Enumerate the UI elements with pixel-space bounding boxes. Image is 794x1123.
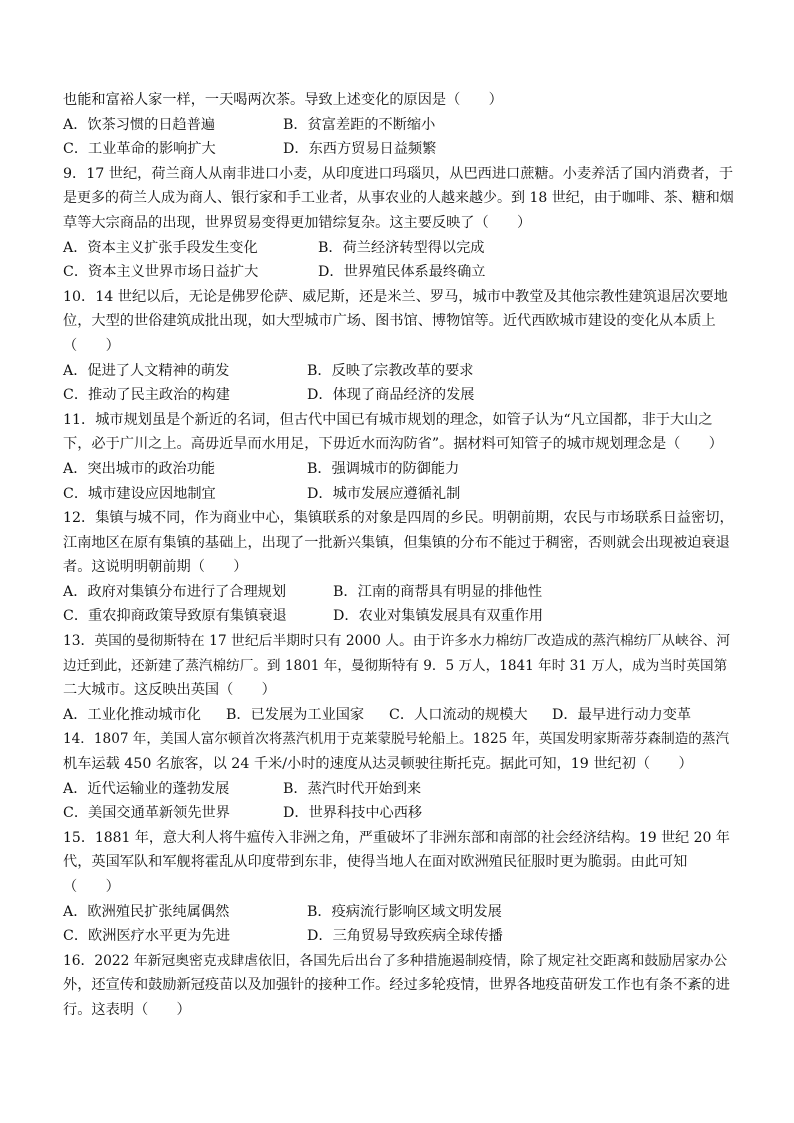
q15-option-b: B．疫病流行影响区域文明发展 [307, 903, 502, 920]
q16-stem-line-3: 行。这表明（ ） [63, 1001, 191, 1018]
q13-stem-line-3: 二大城市。这反映出英国（ ） [63, 682, 276, 699]
q15-stem-line-1: 15．1881 年，意大利人将牛瘟传入非洲之角，严重破坏了非洲东部和南部的社会经济结构。19 世纪 20 年 [63, 829, 730, 846]
q15-option-a: A．欧洲殖民扩张纯属偶然 [63, 903, 230, 920]
q13-option-a: A．工业化推动城市化 [63, 706, 201, 723]
q8-stem-tail: 也能和富裕人家一样，一天喝两次茶。导致上述变化的原因是（ ） [63, 92, 503, 108]
q13-option-d: D．最早进行动力变革 [552, 706, 692, 723]
q15-option-d: D．三角贸易导致疾病全球传播 [307, 928, 503, 945]
q14-options-row-1 [63, 777, 735, 802]
q13-option-b: B．已发展为工业国家 [226, 706, 365, 723]
q9-options-row-2 [63, 260, 735, 285]
q12-stem-line-3: 者。这说明明朝前期（ ） [63, 559, 248, 576]
q9-option-a: A．资本主义扩张手段发生变化 [63, 239, 258, 256]
q15-options-row-2 [63, 924, 735, 949]
q14-stem-line-1: 14．1807 年，美国人富尔顿首次将蒸汽机用于克莱蒙脱号轮船上。1825 年，英国发明家斯蒂芬森制造的蒸汽 [63, 731, 730, 748]
q12-stem-line-1: 12．集镇与城不同，作为商业中心，集镇联系的对象是四周的乡民。明朝前期，农民与市场联系日益密切， [63, 510, 734, 527]
q9-options-row-1 [63, 236, 735, 261]
q8-option-c: C．工业革命的影响扩大 [63, 141, 216, 158]
q11-option-b: B．强调城市的防御能力 [307, 460, 460, 477]
q15-options-row-1 [63, 900, 735, 925]
q12-option-b: B．江南的商帮具有明显的排他性 [333, 583, 543, 600]
q15-stem-line-3: （ ） [63, 879, 120, 895]
q12-options-row-1 [63, 580, 735, 605]
q10-option-d: D．体现了商品经济的发展 [307, 387, 475, 404]
q13-options-row [63, 703, 735, 728]
q14-stem-line-2: 机车运载 450 名旅客，以 24 千米/小时的速度从达灵顿驶往斯托克。据此可知，19 世纪初（ ） [63, 756, 693, 773]
q9-option-b: B．荷兰经济转型得以完成 [318, 239, 485, 256]
q10-options-row-2 [63, 383, 735, 408]
q9-stem-line-1: 9．17 世纪，荷兰商人从南非进口小麦，从印度进口玛瑙贝，从巴西进口蔗糖。小麦养活了国内消费者，于 [63, 165, 734, 182]
q14-options-row-2 [63, 801, 735, 826]
q12-option-d: D．农业对集镇发展具有双重作用 [333, 608, 544, 625]
question-list [63, 88, 735, 1023]
q13-stem-line-2: 边迁到此，还新建了蒸汽棉纺厂。到 1801 年，曼彻斯特有 9．5 万人，1841 年时 31 万人，成为当时英国第 [63, 657, 728, 674]
q9-option-c: C．资本主义世界市场日益扩大 [63, 264, 259, 281]
q13-stem-line-1: 13．英国的曼彻斯特在 17 世纪后半期时只有 2000 人。由于许多水力棉纺厂改造成的蒸汽棉纺厂从峡谷、河 [63, 633, 731, 650]
q13-option-c: C．人口流动的规模大 [389, 706, 528, 723]
q11-stem-line-1: 11．城市规划虽是个新近的名词，但古代中国已有城市规划的理念，如管子认为“凡立国都，非于大山之 [63, 411, 713, 428]
q10-stem-line-1: 10．14 世纪以后，无论是佛罗伦萨、威尼斯，还是米兰、罗马，城市中教堂及其他宗教性建筑退居次要地 [63, 288, 728, 305]
q16-stem-line-1: 16．2022 年新冠奥密克戎肆虐依旧，各国先后出台了多种措施遏制疫情，除了规定社交距离和鼓励居家办公 [63, 952, 728, 969]
q15-stem-line-2: 代，英国军队和军舰将霍乱从印度带到东非，使得当地人在面对欧洲殖民征服时更为脆弱。由此可知 [63, 854, 688, 871]
q10-options-row-1 [63, 359, 735, 384]
q8-options-row-1 [63, 113, 735, 138]
q12-options-row-2 [63, 604, 735, 629]
q10-option-c: C．推动了民主政治的构建 [63, 387, 230, 404]
q14-option-a: A．近代运输业的蓬勃发展 [63, 780, 230, 797]
q11-option-a: A．突出城市的政治功能 [63, 460, 216, 477]
q10-option-a: A．促进了人文精神的萌发 [63, 362, 230, 379]
q11-option-d: D．城市发展应遵循礼制 [307, 485, 461, 502]
q16-stem-line-2: 外，还宣传和鼓励新冠疫苗以及加强针的接种工作。经过多轮疫情，世界各地疫苗研发工作也有条不紊的进 [63, 977, 730, 994]
q8-option-a: A．饮茶习惯的日趋普遍 [63, 116, 216, 133]
q12-option-a: A．政府对集镇分布进行了合理规划 [63, 583, 287, 600]
q12-stem-line-2: 江南地区在原有集镇的基础上，出现了一批新兴集镇，但集镇的分布不能过于稠密，否则就会出现被迫衰退 [63, 534, 730, 551]
q11-stem-line-2: 下，必于广川之上。高毋近旱而水用足，下毋近水而沟防省”。据材料可知管子的城市规划理念是（ ） [63, 436, 723, 453]
q12-option-c: C．重农抑商政策导致原有集镇衰退 [63, 608, 287, 625]
q11-options-row-2 [63, 482, 735, 507]
q15-option-c: C．欧洲医疗水平更为先进 [63, 928, 230, 945]
q8-option-d: D．东西方贸易日益频繁 [283, 141, 437, 158]
q9-option-d: D．世界殖民体系最终确立 [318, 264, 486, 281]
q14-option-b: B．蒸汽时代开始到来 [283, 780, 422, 797]
q10-stem-line-2: 位，大型的世俗建筑成批出现，如大型城市广场、图书馆、博物馆等。近代西欧城市建设的变化从本质上 [63, 313, 716, 330]
q8-options-row-2 [63, 137, 735, 162]
q9-stem-line-3: 草等大宗商品的出现，世界贸易变得更加错综复杂。这主要反映了（ ） [63, 214, 532, 231]
q11-options-row-1 [63, 457, 735, 482]
q8-option-b: B．贫富差距的不断缩小 [283, 116, 436, 133]
q11-option-c: C．城市建设应因地制宜 [63, 485, 216, 502]
q10-option-b: B．反映了宗教改革的要求 [307, 362, 474, 379]
q9-stem-line-2: 是更多的荷兰人成为商人、银行家和手工业者，从事农业的人越来越少。到 18 世纪，由于咖啡、茶、糖和烟 [63, 190, 734, 207]
q10-stem-line-3: （ ） [63, 337, 120, 354]
q14-option-d: D．世界科技中心西移 [283, 805, 423, 822]
q14-option-c: C．美国交通革新领先世界 [63, 805, 230, 822]
